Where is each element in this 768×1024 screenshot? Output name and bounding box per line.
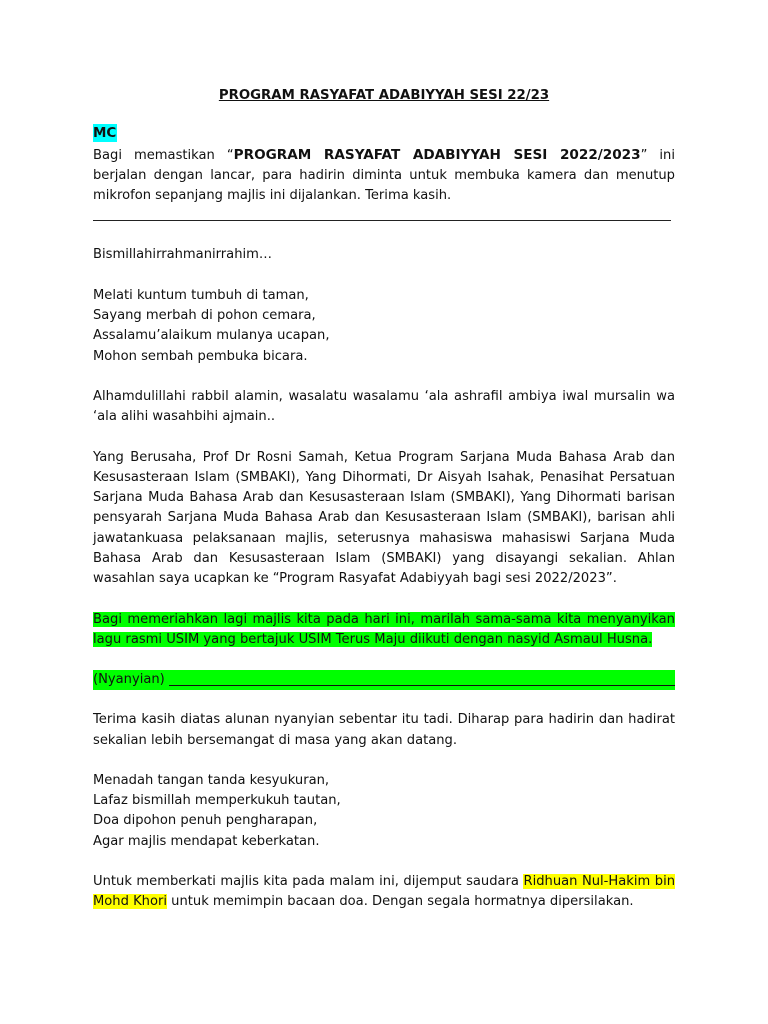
doa-invite-paragraph: [93, 872, 675, 913]
pantun-doa: [93, 771, 675, 852]
bismillah-line: Bismillahirrahmanirrahim…: [93, 247, 272, 263]
greeting-paragraph: Yang Berusaha, Prof Dr Rosni Samah, Ketua Program Sarjana Muda Bahasa Arab dan Kesusasteraan Islam (SMBAKI), Yang Dihormati, Dr Aisyah Isahak, Penasihat Persatuan Sarjana Muda Bahasa Arab dan Kesusasteraan Islam (SMBAKI), Yang Dihormati barisan pensyarah Sarjana Muda Bahasa Arab dan Kesusasteraan Islam (SMBAKI), barisan ahli jawatankuasa pelaksanaan majlis, seterusnya mahasiswa mahasiswi Sarjana Muda Bahasa Arab dan Kesusasteraan Islam (SMBAKI) yang disayangi sekalian. Ahlan wasahlan saya ucapkan ke “Program Rasyafat Adabiyyah bagi sesi 2022/2023”.: [93, 449, 675, 587]
horizontal-rule: [93, 220, 671, 221]
mc-intro-paragraph: [93, 145, 675, 207]
spacer: [93, 852, 675, 872]
spacer: [93, 650, 675, 670]
song-intro-paragraph: [93, 610, 675, 651]
pantun-line: Menadah tangan tanda kesyukuran,: [93, 772, 330, 788]
spacer: [93, 367, 675, 387]
nyanyian-underline: [169, 685, 675, 686]
doa-reader-name: Ridhuan Nul-Hakim bin Mohd Khori: [93, 874, 676, 910]
pantun-line: Lafaz bismillah memperkukuh tautan,: [93, 793, 341, 809]
mc-section: [93, 124, 675, 206]
mc-label: MC: [93, 125, 117, 142]
spacer: [93, 266, 675, 286]
nyanyian-placeholder: [93, 670, 675, 690]
mc-intro-before: Bagi memastikan “: [93, 147, 234, 163]
pantun-line: Sayang merbah di pohon cemara,: [93, 308, 316, 324]
pantun-line: Mohon sembah pembuka bicara.: [93, 348, 308, 364]
mc-intro-program-name: PROGRAM RASYAFAT ADABIYYAH SESI 2022/2023: [233, 146, 641, 163]
doa-invite-before: Untuk memberkati majlis kita pada malam ini, dijemput saudara: [93, 874, 524, 890]
spacer: [93, 690, 675, 710]
mc-intro-after: ” ini berjalan dengan lancar, para hadirin diminta untuk membuka kamera dan menutup mikrofon sepanjang majlis ini dijalankan. Terima kasih.: [93, 147, 675, 204]
nyanyian-label: (Nyanyian): [93, 671, 165, 687]
spacer: [93, 590, 675, 610]
pantun-line: Assalamu’alaikum mulanya ucapan,: [93, 328, 330, 344]
song-intro-highlight: Bagi memeriahkan lagi majlis kita pada hari ini, marilah sama-sama kita menyanyikan lagu rasmi USIM yang bertajuk USIM Terus Maju diikuti dengan nasyid Asmaul Husna.: [93, 611, 675, 647]
pantun-line: Melati kuntum tumbuh di taman,: [93, 287, 309, 303]
pantun-line: Agar majlis mendapat keberkatan.: [93, 833, 320, 849]
pantun-line: Doa dipohon penuh pengharapan,: [93, 813, 318, 829]
doa-invite-after: untuk memimpin bacaan doa. Dengan segala hormatnya dipersilakan.: [167, 894, 634, 910]
document-page: [93, 86, 675, 913]
alhamdulillah-paragraph: Alhamdulillahi rabbil alamin, wasalatu wasalamu ‘ala ashrafil ambiya iwal mursalin wa ‘ala alihi wasahbihi ajmain..: [93, 388, 675, 425]
spacer: [93, 428, 675, 448]
thanks-paragraph: Terima kasih diatas alunan nyanyian sebentar itu tadi. Diharap para hadirin dan hadirat sekalian lebih bersemangat di masa yang akan datang.: [93, 712, 675, 748]
pantun-opening: [93, 286, 675, 367]
spacer: [93, 751, 675, 771]
document-title: PROGRAM RASYAFAT ADABIYYAH SESI 22/23: [218, 88, 550, 103]
